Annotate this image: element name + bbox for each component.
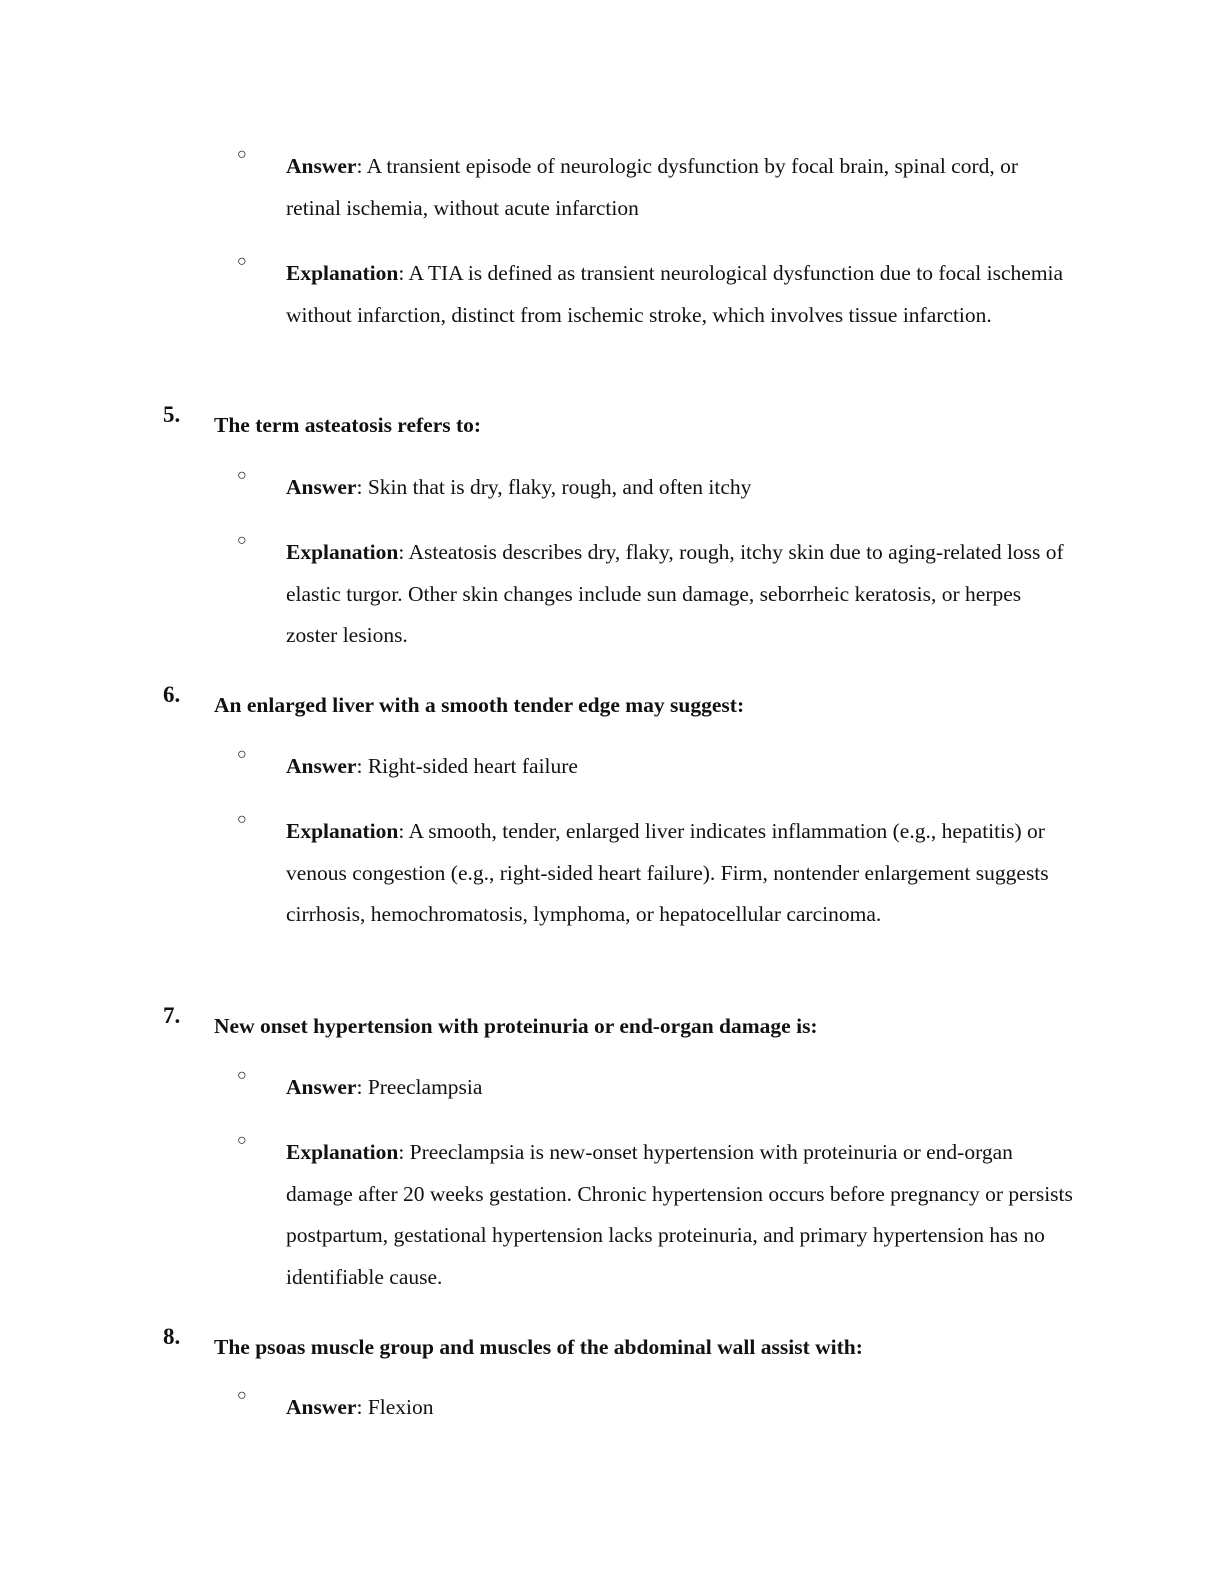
question-text: New onset hypertension with proteinuria or end-organ damage is: (214, 1014, 818, 1038)
explanation-text (286, 253, 1076, 336)
question-number: 7. (163, 1003, 181, 1028)
question-number: 5. (163, 402, 181, 427)
question-text: An enlarged liver with a smooth tender edge may suggest: (214, 693, 745, 717)
explanation-label: Explanation (286, 261, 399, 285)
explanation-body: : A TIA is defined as transient neurological dysfunction due to focal ischemia without infarction, distinct from ischemic stroke, which involves tissue infarction. (286, 261, 1064, 327)
explanation-label: Explanation (286, 540, 399, 564)
explanation-body: : A smooth, tender, enlarged liver indicates inflammation (e.g., hepatitis) or venous congestion (e.g., right-sided heart failure). Firm, nontender enlargement suggests cirrhosis, hemochromatosis, lymphoma, or hepatocellular carcinoma. (286, 819, 1049, 927)
explanation-text (286, 532, 1076, 657)
answer-text (286, 146, 1076, 229)
answer-text (286, 1067, 1076, 1109)
explanation-text (286, 811, 1076, 936)
bullet-icon: ○ (237, 1067, 247, 1084)
question-text: The psoas muscle group and muscles of the abdominal wall assist with: (214, 1335, 863, 1359)
question-text: The term asteatosis refers to: (214, 413, 482, 437)
answer-label: Answer (286, 1075, 357, 1099)
bullet-icon: ○ (237, 1387, 247, 1404)
bullet-icon: ○ (237, 467, 247, 484)
answer-body: : Right-sided heart failure (356, 754, 578, 778)
bullet-icon: ○ (237, 811, 247, 828)
explanation-body: : Asteatosis describes dry, flaky, rough, itchy skin due to aging-related loss of elastic turgor. Other skin changes include sun damage, seborrheic keratosis, or herpes zoster lesions. (286, 540, 1064, 648)
answer-text (286, 467, 1076, 509)
answer-label: Answer (286, 1395, 357, 1419)
bullet-icon: ○ (237, 146, 247, 163)
answer-text (286, 1387, 1076, 1429)
answer-body: : A transient episode of neurologic dysfunction by focal brain, spinal cord, or retinal ischemia, without acute infarction (286, 154, 1019, 220)
answer-label: Answer (286, 475, 357, 499)
bullet-icon: ○ (237, 1132, 247, 1149)
answer-text (286, 746, 1076, 788)
question-number: 8. (163, 1324, 181, 1349)
answer-label: Answer (286, 154, 357, 178)
explanation-text (286, 1132, 1076, 1298)
answer-label: Answer (286, 754, 357, 778)
answer-body: : Preeclampsia (356, 1075, 483, 1099)
bullet-icon: ○ (237, 253, 247, 270)
question-number: 6. (163, 682, 181, 707)
bullet-icon: ○ (237, 532, 247, 549)
bullet-icon: ○ (237, 746, 247, 763)
explanation-label: Explanation (286, 1140, 399, 1164)
answer-body: : Flexion (356, 1395, 434, 1419)
answer-body: : Skin that is dry, flaky, rough, and often itchy (356, 475, 752, 499)
explanation-body: : Preeclampsia is new-onset hypertension with proteinuria or end-organ damage after 20 weeks gestation. Chronic hypertension occurs before pregnancy or persists postpartum, gestational hypertension lacks proteinuria, and primary hypertension has no identifiable cause. (286, 1140, 1073, 1289)
explanation-label: Explanation (286, 819, 399, 843)
